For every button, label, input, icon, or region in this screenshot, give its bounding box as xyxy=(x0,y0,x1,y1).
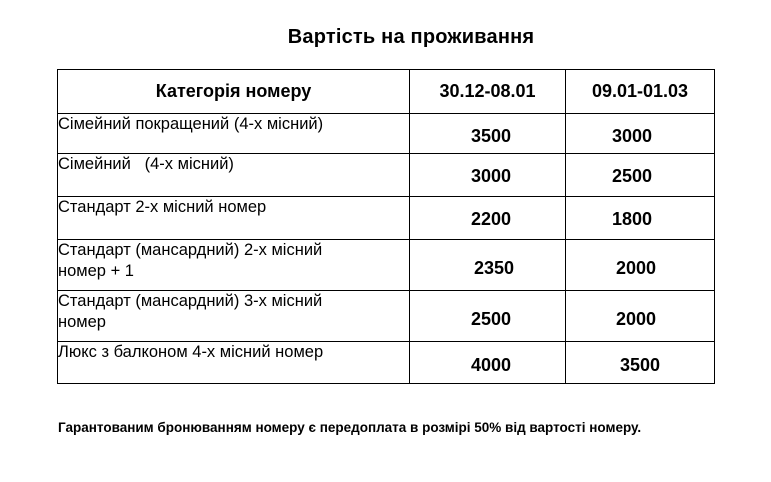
table-row xyxy=(58,154,715,197)
price-table xyxy=(57,69,715,384)
header-period-1: 30.12-08.01 xyxy=(410,70,566,114)
table-row xyxy=(58,197,715,240)
price-period-1 xyxy=(410,154,566,197)
table-header-row xyxy=(58,70,715,114)
price-period-1 xyxy=(410,197,566,240)
room-category: Стандарт (мансардний) 3-х місний номер xyxy=(58,291,410,342)
room-category: Сімейний (4-х місний) xyxy=(58,154,410,197)
price-value: 2000 xyxy=(616,309,657,329)
table-row xyxy=(58,291,715,342)
price-period-2 xyxy=(566,154,715,197)
price-period-2 xyxy=(566,342,715,384)
room-category: Люкс з балконом 4-х місний номер xyxy=(58,342,410,384)
booking-note: Гарантованим бронюванням номеру є передоплата в розмірі 50% від вартості номеру. xyxy=(58,420,642,435)
header-period-2: 09.01-01.03 xyxy=(566,70,715,114)
price-period-1 xyxy=(410,342,566,384)
header-category: Категорія номеру xyxy=(58,70,410,114)
price-value: 3000 xyxy=(612,126,653,146)
price-period-2 xyxy=(566,291,715,342)
price-value: 2500 xyxy=(612,166,653,186)
price-value: 3500 xyxy=(471,126,512,146)
price-value: 3500 xyxy=(620,355,661,375)
price-period-1 xyxy=(410,114,566,154)
room-category: Стандарт (мансардний) 2-х місний номер + 1 xyxy=(58,240,410,291)
price-value: 2000 xyxy=(616,258,657,278)
page-title: Вартість на проживання xyxy=(287,26,535,48)
price-value: 1800 xyxy=(612,209,653,229)
price-period-2 xyxy=(566,240,715,291)
price-period-1 xyxy=(410,240,566,291)
table-row xyxy=(58,342,715,384)
price-period-1 xyxy=(410,291,566,342)
room-category: Сімейний покращений (4-х місний) xyxy=(58,114,410,154)
price-value: 3000 xyxy=(471,166,512,186)
price-value: 2200 xyxy=(471,209,512,229)
price-period-2 xyxy=(566,197,715,240)
room-category: Стандарт 2-х місний номер xyxy=(58,197,410,240)
table-row xyxy=(58,240,715,291)
price-period-2 xyxy=(566,114,715,154)
price-value: 2350 xyxy=(474,258,515,278)
table-row xyxy=(58,114,715,154)
price-value: 2500 xyxy=(471,309,512,329)
price-value: 4000 xyxy=(471,355,512,375)
